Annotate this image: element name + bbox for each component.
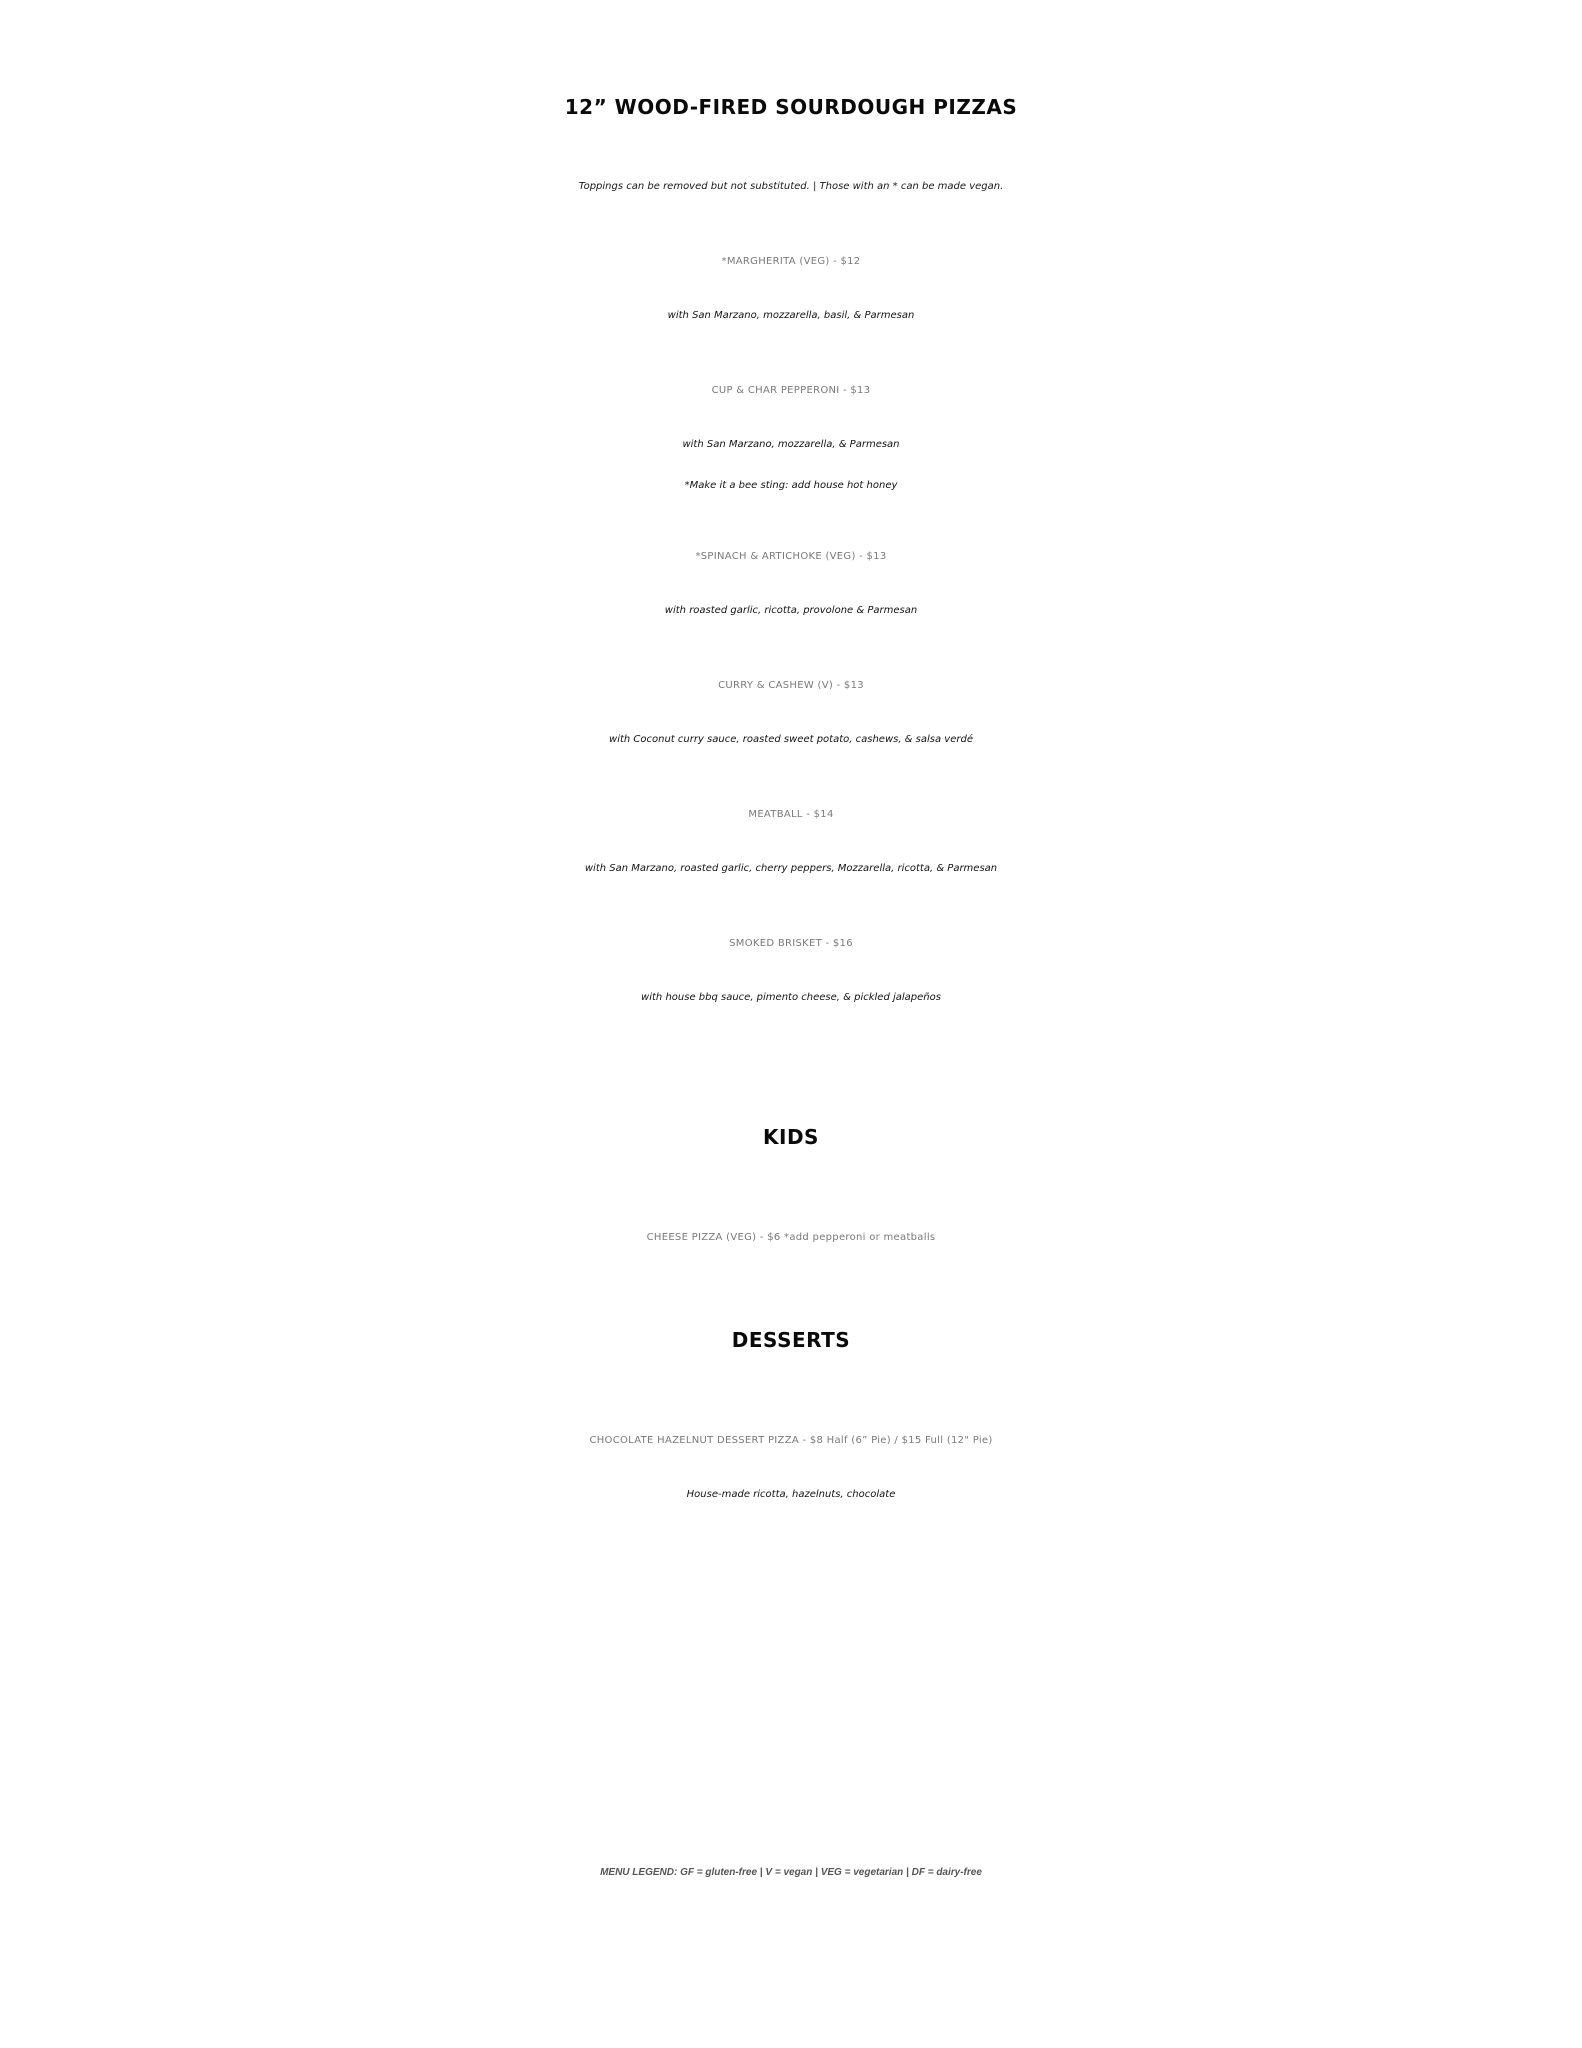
- menu-item-name: CHEESE PIZZA (VEG) - $6 *add pepperoni or meatballs: [646, 1232, 936, 1243]
- menu-item-name: SMOKED BRISKET - $16: [729, 938, 853, 949]
- menu-item-name: MEATBALL - $14: [748, 809, 834, 820]
- menu-item-description: House-made ricotta, hazelnuts, chocolate: [686, 1489, 896, 1500]
- menu-item-description: with roasted garlic, ricotta, provolone & Parmesan: [664, 605, 918, 616]
- menu-item-description: with Coconut curry sauce, roasted sweet potato, cashews, & salsa verdé: [609, 734, 973, 745]
- menu-item-description: with San Marzano, roasted garlic, cherry peppers, Mozzarella, ricotta, & Parmesan: [584, 863, 998, 874]
- pizzas-note: Toppings can be removed but not substituted. | Those with an * can be made vegan.: [578, 181, 1004, 192]
- menu-item-name: *MARGHERITA (VEG) - $12: [721, 256, 861, 267]
- menu-item-name: CUP & CHAR PEPPERONI - $13: [711, 385, 871, 396]
- desserts-title: DESSERTS: [731, 1328, 851, 1352]
- menu-legend: MENU LEGEND: GF = gluten-free | V = vegan | VEG = vegetarian | DF = dairy-free: [600, 1867, 982, 1878]
- menu-item-extra: *Make it a bee sting: add house hot honey: [684, 480, 898, 491]
- pizzas-title: 12” WOOD-FIRED SOURDOUGH PIZZAS: [564, 95, 1018, 119]
- menu-item-description: with San Marzano, mozzarella, & Parmesan: [682, 439, 900, 450]
- menu-item-description: with house bbq sauce, pimento cheese, & pickled jalapeños: [641, 992, 941, 1003]
- menu-item-name: CURRY & CASHEW (V) - $13: [718, 680, 864, 691]
- menu-item-description: with San Marzano, mozzarella, basil, & Parmesan: [667, 310, 915, 321]
- menu-item-name: *SPINACH & ARTICHOKE (VEG) - $13: [695, 551, 887, 562]
- menu-item-name: CHOCOLATE HAZELNUT DESSERT PIZZA - $8 Half (6” Pie) / $15 Full (12" Pie): [589, 1435, 993, 1446]
- kids-title: KIDS: [763, 1125, 819, 1149]
